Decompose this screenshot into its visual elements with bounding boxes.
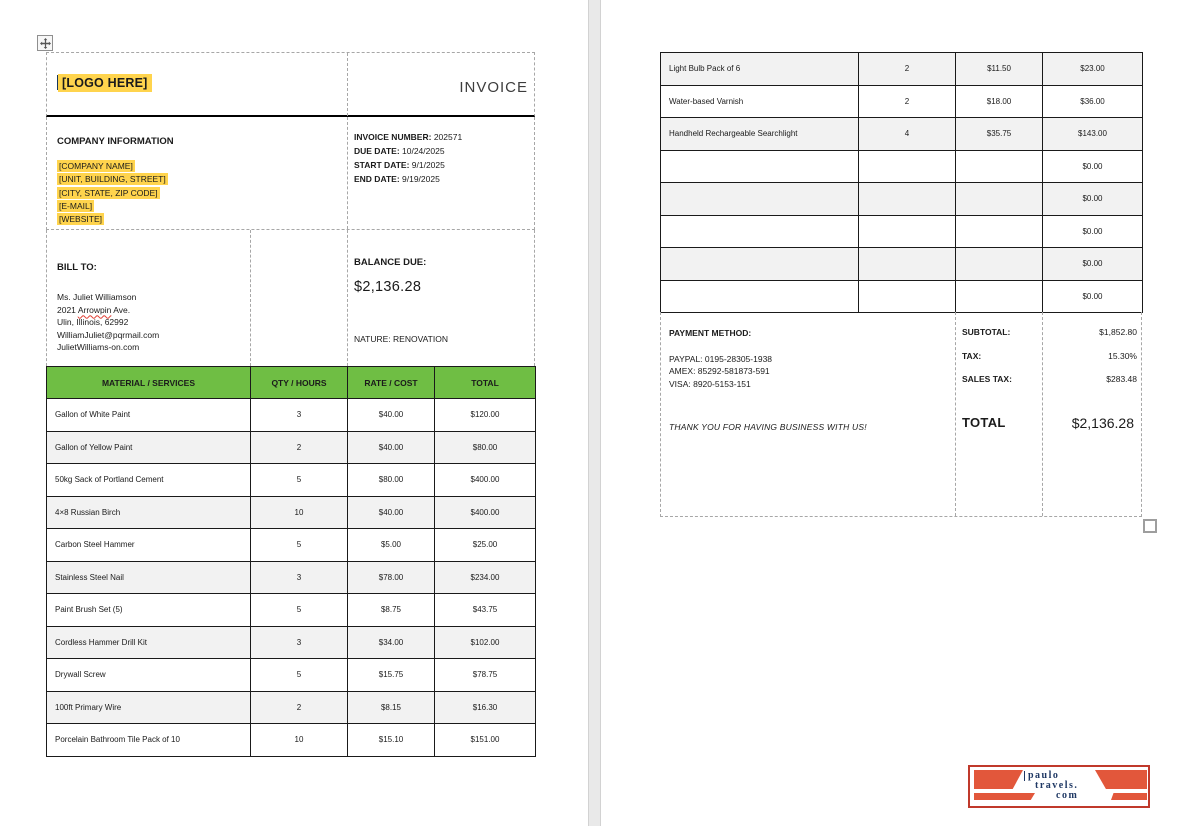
total-cell: $0.00: [1043, 150, 1143, 183]
total-cell: $0.00: [1043, 280, 1143, 313]
header-row-region: [46, 52, 535, 117]
qty-cell: [859, 150, 956, 183]
payment-method-line: PAYPAL: 0195-28305-1938: [669, 354, 773, 364]
company-info-heading: COMPANY INFORMATION: [57, 136, 174, 147]
qty-cell: 5: [251, 464, 348, 497]
qty-cell: 2: [251, 431, 348, 464]
invoice-meta-block: [354, 130, 462, 186]
total-cell: $234.00: [435, 561, 536, 594]
logo-text-line1: paulo: [1024, 771, 1059, 781]
payment-method-heading: PAYMENT METHOD:: [669, 328, 752, 338]
grid-line: [250, 230, 251, 366]
qty-cell: 3: [251, 626, 348, 659]
qty-cell: [859, 183, 956, 216]
total-cell: $80.00: [435, 431, 536, 464]
total-cell: $43.75: [435, 594, 536, 627]
item-name-cell: 4×8 Russian Birch: [47, 496, 251, 529]
item-row: [47, 594, 536, 627]
item-name-cell: Stainless Steel Nail: [47, 561, 251, 594]
rate-cell: $5.00: [348, 529, 435, 562]
total-cell: $102.00: [435, 626, 536, 659]
qty-cell: 2: [859, 53, 956, 86]
invoice-meta-line: DUE DATE: 10/24/2025: [354, 146, 445, 156]
qty-cell: 5: [251, 529, 348, 562]
company-placeholder[interactable]: [CITY, STATE, ZIP CODE]: [59, 187, 158, 198]
qty-cell: [859, 248, 956, 281]
rate-cell: $8.75: [348, 594, 435, 627]
company-placeholder[interactable]: [WEBSITE]: [59, 214, 102, 225]
item-name-cell: 100ft Primary Wire: [47, 691, 251, 724]
items-table-page2: [660, 52, 1143, 313]
item-row: [47, 659, 536, 692]
item-row: [47, 399, 536, 432]
qty-cell: 2: [859, 85, 956, 118]
item-row: [661, 118, 1143, 151]
invoice-meta-line: START DATE: 9/1/2025: [354, 160, 445, 170]
billing-region: [46, 230, 535, 366]
totals-row: [962, 374, 1137, 384]
qty-cell: 2: [251, 691, 348, 724]
rate-cell: [956, 215, 1043, 248]
item-name-cell: 50kg Sack of Portland Cement: [47, 464, 251, 497]
invoice-title: INVOICE: [459, 79, 528, 96]
item-name-cell: Cordless Hammer Drill Kit: [47, 626, 251, 659]
item-row: [47, 691, 536, 724]
item-row: [47, 561, 536, 594]
totals-label: SALES TAX:: [962, 374, 1012, 384]
total-cell: $120.00: [435, 399, 536, 432]
total-cell: $16.30: [435, 691, 536, 724]
col-header-total: TOTAL: [435, 367, 536, 399]
grid-line: [347, 53, 348, 116]
total-value: $2,136.28: [1071, 415, 1134, 431]
payment-totals-region: [660, 312, 1142, 517]
item-row: [661, 150, 1143, 183]
item-name-cell: Handheld Rechargeable Searchlight: [661, 118, 859, 151]
company-placeholder[interactable]: [UNIT, BUILDING, STREET]: [59, 174, 166, 185]
item-name-cell: [661, 150, 859, 183]
item-name-cell: Drywall Screw: [47, 659, 251, 692]
company-placeholder-list: [57, 161, 168, 227]
logo-shape: [974, 793, 1035, 800]
bill-to-line: WilliamJuliet@pqrmail.com: [57, 329, 160, 340]
bill-to-heading: BILL TO:: [57, 262, 97, 273]
company-placeholder[interactable]: [E-MAIL]: [59, 200, 93, 211]
rate-cell: $35.75: [956, 118, 1043, 151]
grid-line: [955, 312, 956, 516]
invoice-meta-line: END DATE: 9/19/2025: [354, 174, 440, 184]
rate-cell: $15.10: [348, 724, 435, 757]
rate-cell: $80.00: [348, 464, 435, 497]
logo-shape: [1095, 770, 1147, 789]
col-header-rate: RATE / COST: [348, 367, 435, 399]
totals-row: [962, 327, 1137, 337]
rate-cell: $40.00: [348, 496, 435, 529]
grid-line: [347, 117, 348, 229]
item-name-cell: Water-based Varnish: [661, 85, 859, 118]
balance-due-amount: $2,136.28: [354, 279, 422, 295]
item-row: [661, 248, 1143, 281]
item-row: [47, 496, 536, 529]
item-name-cell: Gallon of Yellow Paint: [47, 431, 251, 464]
total-cell: $400.00: [435, 496, 536, 529]
qty-cell: [859, 280, 956, 313]
qty-cell: 5: [251, 594, 348, 627]
totals-label: TAX:: [962, 350, 982, 361]
qty-cell: 5: [251, 659, 348, 692]
logo-shape: [974, 770, 1023, 789]
rate-cell: $78.00: [348, 561, 435, 594]
rate-cell: $11.50: [956, 53, 1043, 86]
item-name-cell: Porcelain Bathroom Tile Pack of 10: [47, 724, 251, 757]
nature-label: NATURE: RENOVATION: [354, 334, 448, 344]
table-resize-handle[interactable]: [1143, 519, 1157, 533]
company-placeholder[interactable]: [COMPANY NAME]: [59, 161, 133, 171]
total-cell: $143.00: [1043, 118, 1143, 151]
rate-cell: [956, 280, 1043, 313]
bill-to-line: 2021 Arrowpin Ave.: [57, 304, 131, 315]
total-cell: $0.00: [1043, 183, 1143, 216]
balance-due-label: BALANCE DUE:: [354, 257, 427, 268]
payment-method-line: AMEX: 85292-581873-591: [669, 366, 770, 377]
bill-to-line: Ulin, Illinois, 62992: [57, 317, 129, 328]
rate-cell: [956, 248, 1043, 281]
grid-line: [347, 230, 348, 366]
total-cell: $400.00: [435, 464, 536, 497]
table-move-handle[interactable]: [37, 35, 53, 51]
total-cell: $0.00: [1043, 215, 1143, 248]
item-name-cell: Carbon Steel Hammer: [47, 529, 251, 562]
logo-placeholder[interactable]: [LOGO HERE]: [58, 74, 152, 92]
item-name-cell: [661, 183, 859, 216]
thank-you-note: THANK YOU FOR HAVING BUSINESS WITH US!: [669, 422, 867, 432]
qty-cell: 10: [251, 724, 348, 757]
company-info-region: [46, 117, 535, 230]
qty-cell: 3: [251, 561, 348, 594]
item-row: [47, 431, 536, 464]
rate-cell: $18.00: [956, 85, 1043, 118]
bill-to-block: [57, 291, 159, 354]
total-cell: $151.00: [435, 724, 536, 757]
item-name-cell: Paint Brush Set (5): [47, 594, 251, 627]
item-name-cell: [661, 280, 859, 313]
totals-value: 15.30%: [1108, 350, 1137, 361]
rate-cell: $15.75: [348, 659, 435, 692]
col-header-qty: QTY / HOURS: [251, 367, 348, 399]
qty-cell: 3: [251, 399, 348, 432]
bill-to-line: JulietWilliams-on.com: [57, 342, 140, 353]
total-cell: $0.00: [1043, 248, 1143, 281]
rate-cell: [956, 150, 1043, 183]
payment-method-list: [669, 353, 772, 390]
logo-text-line3: com: [1056, 790, 1079, 801]
qty-cell: 4: [859, 118, 956, 151]
items-table-page1: [46, 366, 536, 757]
payment-method-line: VISA: 8920-5153-151: [669, 378, 751, 389]
logo-shape: [1111, 793, 1147, 800]
total-cell: $36.00: [1043, 85, 1143, 118]
item-row: [47, 464, 536, 497]
total-cell: $23.00: [1043, 53, 1143, 86]
logo-text-line2: travels.: [1035, 780, 1079, 791]
rate-cell: [956, 183, 1043, 216]
totals-block: [962, 327, 1137, 398]
totals-label: SUBTOTAL:: [962, 327, 1011, 337]
col-header-material: MATERIAL / SERVICES: [47, 367, 251, 399]
qty-cell: [859, 215, 956, 248]
totals-row: [962, 351, 1137, 361]
item-row: [661, 215, 1143, 248]
items-header-row: [47, 367, 536, 399]
totals-value: $283.48: [1106, 374, 1137, 384]
total-cell: $78.75: [435, 659, 536, 692]
qty-cell: 10: [251, 496, 348, 529]
misspelled-word: Arrowpin: [77, 304, 112, 315]
item-row: [661, 85, 1143, 118]
bill-to-line: Ms. Juliet Williamson: [57, 292, 137, 302]
totals-value: $1,852.80: [1099, 327, 1137, 337]
move-cross-icon: [40, 38, 51, 49]
item-name-cell: [661, 215, 859, 248]
rate-cell: $40.00: [348, 431, 435, 464]
item-row: [661, 53, 1143, 86]
total-cell: $25.00: [435, 529, 536, 562]
invoice-meta-line: INVOICE NUMBER: 202571: [354, 132, 463, 142]
item-row: [661, 280, 1143, 313]
total-label: TOTAL: [962, 415, 1006, 430]
item-row: [47, 724, 536, 757]
item-row: [47, 529, 536, 562]
rate-cell: $8.15: [348, 691, 435, 724]
page-gap: [588, 0, 601, 826]
rate-cell: $34.00: [348, 626, 435, 659]
rate-cell: $40.00: [348, 399, 435, 432]
paulo-travels-logo: [968, 765, 1150, 808]
item-row: [661, 183, 1143, 216]
item-name-cell: Gallon of White Paint: [47, 399, 251, 432]
item-row: [47, 626, 536, 659]
item-name-cell: [661, 248, 859, 281]
item-name-cell: Light Bulb Pack of 6: [661, 53, 859, 86]
